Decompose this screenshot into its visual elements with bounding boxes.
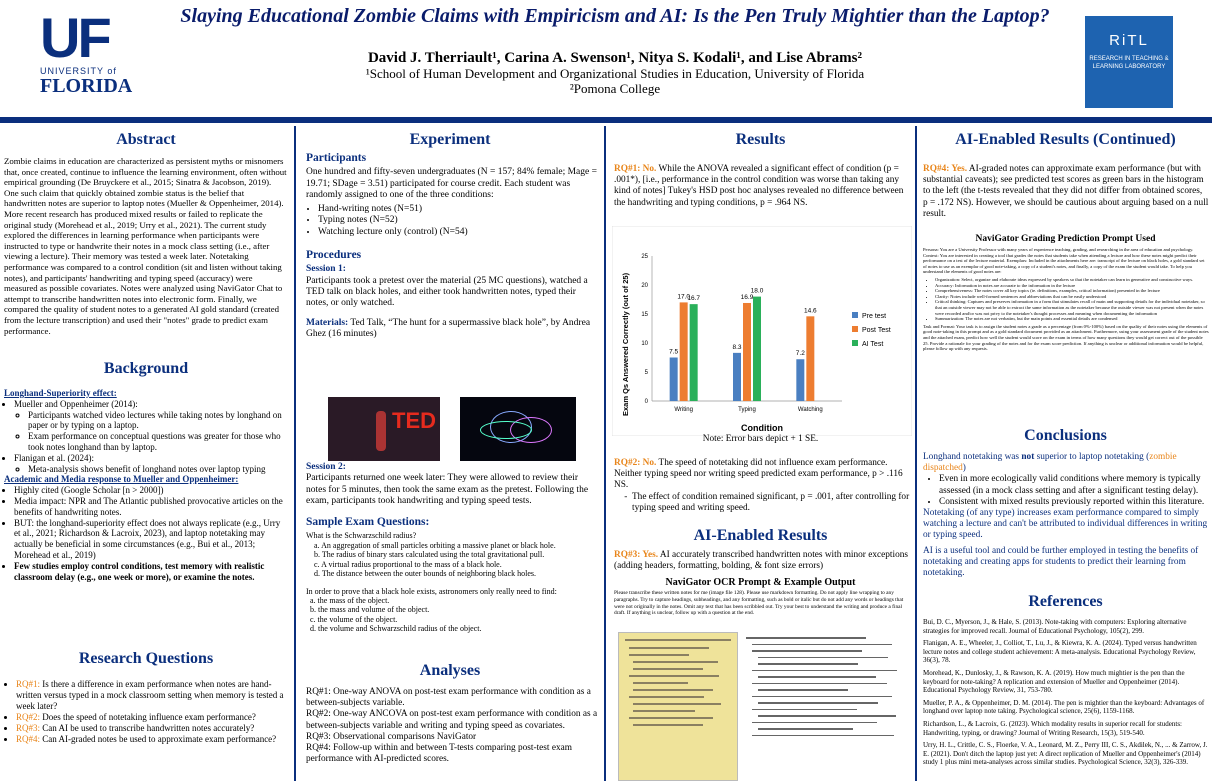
reference-item: Richardson, L., & Lacroix, G. (2023). Which modality results in superior recall for students: Handwriting, typing, or drawing? Journal of Writing Research, 15(3), 519-540. [923,719,1183,737]
list-item: • Critical thinking: Captures and preserves information in a form that stimulates recall of main and supporting details for the individual notetaker, so that an outside viewer may not be able to extract the same information as the notetaker because the outside viewer was not present when the notes were recorded and/or was not privy to the notetaker's thought processes and meaning when documenting the information [935,299,1209,316]
list-item: • Hand-writing notes (N=51) [318,204,600,215]
affiliation-2: ²Pomona College [569,81,661,96]
list-item: ◦ Exam performance on conceptual questions was greater for those who took notes longhand than by laptop. [28,431,288,453]
background-body [4,388,288,582]
ocr-heading: NaviGator OCR Prompt & Example Output [665,577,856,588]
x-axis-label: Condition [741,423,783,433]
data-label: 8.3 [732,343,742,351]
list-item: • Mueller and Oppenheimer (2014): ◦ Participants watched video lectures while taking notes by longhand on paper or by typing on a laptop. ◦ Exam performance on conceptual questions was greater for those who took notes longhand than by laptop. [14,399,288,453]
materials-text: Ted Talk, “The hunt for a supermassive black hole”, by Andrea Ghez (16 minutes) [306,317,591,339]
rq4-result [923,164,1209,220]
y-tick-label: 0 [644,399,648,405]
grading-prompt-text: Persona: You are a University Professor with many years of experience teaching, grading, and researching in the area of education and psychology. Context: You are interested in creating a tool that grades the notes that students take when attending a lecture and how these notes might predict their performance on a test of the lecture material. Exemplars: Included in the attachments here are: transcript of the lecture on black holes, a gold standard set of notes to use as an exemplar of good note-taking, a copy of a student's notes, and finally, a copy of the exam the student would take. To help you understand the elements of good notes are: • Organization: Select, organize and elaborate ideas expressed by speakers so that the notetaker can learn in generative and constructive ways. • Accuracy: Information in notes are accurate to the information in the lecture • Comprehensiveness: The notes cover all key topics (ie. definitions, examples, critical information) presented in the lecture • Clarity: Notes include well-formed sentences and abbreviations that can be easily understood • Critical thinking: Captures and preserves information in a form that stimulates recall of main and supporting details for the individual notetaker, so that an outside viewer may not be able to extract the same information as the notetaker because the outside viewer was not present when the notes were recorded and/or was not privy to the notetaker's thought processes and meaning when documenting the information • Summarization: The notes are not verbatim, but the main points and essential details are condensed Task and Format: Your task is to assign the student notes a grade as a percentage (from 0%-100%) based on the quality of their notes using the elements of good note-taking in this prompt and as a gold standard document provided as an attachment. Furthermore, using your assessment grade of the student notes and the attached exam, predict how well the student would score on the exam in terms of how many questions they would get correct out of the possible 25. Provide a rationale for your grading of the notes and for the exam score prediction. If anything is unclear or additional information would be helpful, please follow up with any requests. [923,247,1209,352]
answer-option: c. the volume of the object. [310,614,398,624]
exam-performance-bar-chart [612,226,912,436]
poster-title: Slaying Educational Zombie Claims with Empiricism and AI: Is the Pen Truly Mightier than the Laptop? [180,5,1050,27]
ted-talk-photo [328,397,440,461]
list-item: • RQ#4: Can AI-graded notes be used to approximate exam performance? [16,734,288,745]
authors: David J. Therriault¹, Carina A. Swenson¹, Nitya S. Kodali¹, and Lise Abrams² [367,50,863,66]
answer-option: a. the mass of the object. [310,595,390,605]
experiment-heading: Experiment [409,131,491,148]
legend-swatch [852,326,858,332]
reference-item: Bui, D. C., Myerson, J., & Hale, S. (2013). Note-taking with computers: Exploring alternative strategies for improved recall. Journal of Educational Psychology, 105(2), 299. [923,618,1187,635]
list-item: • Flanigan et al. (2024): ◦ Meta-analysis shows benefit of longhand notes over laptop typing [14,453,288,475]
column-4 [919,126,1212,781]
experiment-body [306,153,600,340]
abstract-heading: Abstract [116,131,176,148]
research-questions-heading: Research Questions [78,650,214,667]
analysis-item: RQ#2: One-way ANCOVA on post-test exam performance with condition as a between-subjects variable and writing and typing speed as covariates. [306,709,598,731]
list-item: - The effect of condition remained significant, p = .001, after controlling for typing speed and writing speed. [632,492,910,514]
ocr-output-text [746,634,906,774]
ai-results-continued-heading: AI-Enabled Results (Continued) [955,131,1176,148]
answer-option: a. An aggregation of small particles orbiting a massive planet or black hole. [314,540,556,550]
sample-questions [306,531,600,633]
list-item: • Organization: Select, organize and elaborate ideas expressed by speakers so that the notetaker can learn in generative and constructive ways. [935,277,1209,283]
answer-option: c. A virtual radius proportional to the mass of a black hole. [314,559,502,569]
legend-swatch [852,312,858,318]
x-tick-label: Writing [674,407,693,413]
rq1-text: While the ANOVA revealed a significant effect of condition (p = .001*), [i.e., performance in the control condition was worse than taking any kind of notes] Tukey's HSD post hoc analyses revealed no difference between the handwriting and typing conditions, p = .964 NS. [614,164,904,208]
list-item: • Accuracy: Information in notes are accurate to the information in the lecture [935,283,1209,289]
poster-header [0,0,1212,118]
rq3-text: AI accurately transcribed handwritten notes with minor exceptions (adding headers, formatting, bolding, & font size errors) [614,550,908,572]
uf-logo-university: UNIVERSITY of [40,66,117,76]
background-heading: Background [103,360,189,377]
session-2-label: Session 2: [306,462,346,472]
ted-logo: TED [392,408,436,433]
bar-post-test [806,316,814,401]
uf-logo-florida: FLORIDA [40,75,133,97]
legend-entry: AI Test [862,341,884,348]
session-1-label: Session 1: [306,264,346,275]
list-item: • Highly cited (Google Scholar [n > 2000]) [14,485,288,496]
conclusion-3: AI is a useful tool and could be further employed in testing the benefits of notetaking and creating apps for students to predict their learning from notetaking. [923,545,1199,579]
list-item: • Media impact: NPR and The Atlantic published provocative articles on the benefits of handwriting notes. [14,496,288,518]
ocr-prompt-text: Please transcribe these written notes for me (image file 128). Please use markdown formatting. Do not apply line wrapping to any paragraphs. Try to capture headings, subheadings, and any formatting, such as bold or italic but do not add any words or headings that were not originally in the notes. Omit any text that has been scribbled out. Try your best to understand the writing and produce a final draft. If anything is unclear, follow up with a question at the end. [614,590,904,617]
header-divider [0,117,1212,123]
procedures-heading: Procedures [306,249,362,262]
list-item: • Watching lecture only (control) (N=54) [318,227,600,238]
column-divider [915,126,917,781]
reference-item: Urry, H. L., Crittle, C. S., Floerke, V. A., Leonard, M. Z., Perry III, C. S., Akdilek, N., ... & Zarrow, J. E. (2021). Don't ditch the laptop just yet: A direct replication of Mueller and Oppenheimer's (2014) study 1 plus mini meta-analyses across similar studies. Psychological Science, 32(3), 326-339. [923,741,1208,767]
list-item: • Few studies employ control conditions, test memory with realistic classroom delay (e.g., one week or more), or examine the notes. [14,561,288,583]
reference-item: Morehead, K., Dunlosky, J., & Rawson, K. A. (2019). How much mightier is the pen than the keyboard for note-taking? A replication and extension of Mueller and Oppenheimer (2014). Educational Psychology Review, 31, 753-780. [923,668,1185,695]
references-heading: References [1028,593,1103,610]
session-2-block [306,462,600,634]
ritl-logo-subtitle: RESEARCH IN TEACHING & LEARNING LABORATORY [1089,56,1169,70]
rq3-tag: RQ#3: Yes. [614,550,659,560]
list-item: • RQ#3: Can AI be used to transcribe handwritten notes accurately? [16,723,288,734]
analyses-heading: Analyses [419,662,481,679]
reference-item: Mueller, P. A., & Oppenheimer, D. M. (2014). The pen is mightier than the keyboard: Advantages of longhand over laptop note taking. Psychological science, 25(6), 1159-1168. [923,698,1205,716]
session-1-text: Participants took a pretest over the material (25 MC questions), watched a TED talk on black holes, and either took handwritten notes, typed their notes, or only watched. [306,275,588,309]
y-tick-label: 5 [644,370,648,376]
y-tick-label: 25 [641,254,648,260]
data-label: 18.0 [750,287,764,295]
list-item: • Clarity: Notes include well-formed sentences and abbreviations that can be easily understood [935,294,1209,300]
list-item: ◦ Participants watched video lectures while taking notes by longhand on paper or by typing on a laptop. [28,410,288,432]
list-item: • Comprehensiveness: The notes cover all key topics (ie. definitions, examples, critical information) presented in the lecture [935,288,1209,294]
reference-item: Flanigan, A. E., Wheeler, J., Colliot, T., Lu, J., & Kiewra, K. A. (2024). Typed versus handwritten lecture notes and college student achievement: A meta-analysis. Educational Psychology Review, 36(3), 78. [923,639,1197,665]
uf-logo [40,6,133,102]
legend-entry: Pre test [862,313,887,320]
data-label: 7.2 [795,350,805,358]
y-axis-label: Exam Qs Answered Correctly (out of 25) [621,272,630,416]
column-divider [294,126,296,781]
conclusions-heading: Conclusions [1024,427,1107,444]
list-item: ◦ Meta-analysis shows benefit of longhand notes over laptop typing [28,464,288,475]
rq2-result [614,458,910,514]
bar-ai-test [753,297,761,401]
answer-option: d. The distance between the outer bounds of neighboring black holes. [314,569,537,579]
x-tick-label: Watching [797,407,823,413]
ritl-logo [1085,16,1173,108]
background-subheading-2: Academic and Media response to Mueller and Oppenheimer: [4,474,239,485]
y-tick-label: 20 [641,283,648,289]
rq2-tag: RQ#2: No. [614,458,657,468]
rq3-result [614,550,910,572]
ritl-logo-name: RiTL [1109,32,1149,49]
rq1-result [614,164,910,209]
bar-pre-test [733,353,741,401]
participants-heading: Participants [306,152,367,164]
answer-option: b. The radius of binary stars calculated using the total gravitational pull. [314,550,545,560]
rq4-text: AI-graded notes can approximate exam performance (but with substantial caveats); see predicted test scores as green bars in the histogram to the left (the t-tests revealed that they did not differ from obtained scores, p = .172 NS). However, we should be cautious about arguing based on a null result. [923,164,1209,219]
question-1: What is the Schwarzschild radius? [306,531,417,541]
orbit-ring [480,421,532,439]
bar-pre-test [796,359,804,401]
conclusion-2: Notetaking (of any type) increases exam performance compared to simply watching a lecture and can't be attributed to individual differences in writing or typing speed. [923,508,1208,541]
session-2-text: Participants returned one week later: They were allowed to review their notes for 5 minutes, then took the same exam as the pretest. Following the exam, participants took handwriting and typing speed tests. [306,473,589,506]
affiliation-1: ¹School of Human Development and Organizational Studies in Education, University of Florida [365,66,865,81]
analysis-item: RQ#3: Observational comparisons NaviGator [306,731,477,742]
x-tick-label: Typing [738,407,756,413]
column-3 [608,126,913,781]
research-questions-list [4,679,288,745]
list-item: • Consistent with mixed results previously reported within this literature. [939,497,1209,508]
list-item: • RQ#1: Is there a difference in exam performance when notes are hand-written versus typed in a mock classroom setting when memory is tested a week later? [16,679,288,712]
materials-label: Materials: [306,317,349,328]
rq1-tag: RQ#1: No. [614,164,657,174]
list-item: • Typing notes (N=52) [318,215,600,226]
analysis-item: RQ#4: Follow-up within and between T-tests comparing post-test exam performance with AI-predicted scores. [306,743,572,765]
list-item: • Summarization: The notes are not verbatim, but the main points and essential details are condensed [935,316,1209,322]
answer-option: d. the volume and Schwarzschild radius of the object. [310,624,482,634]
black-hole-image [460,397,576,461]
data-label: 17.0 [677,293,690,301]
sample-exam-heading: Sample Exam Questions: [306,516,430,529]
data-label: 16.9 [740,293,754,301]
data-label: 16.7 [687,295,700,303]
references-list [923,618,1209,771]
bar-pre-test [670,358,678,402]
column-1 [0,126,292,781]
participants-text: One hundred and fifty-seven undergraduates (N = 157; 84% female; Mage = 19.71; SDage = 3.51) participated for course credit. Each student was randomly assigned to one of the three conditions: [306,167,597,200]
uf-logo-letters: UF [40,6,109,69]
ai-results-heading: AI-Enabled Results [693,527,828,544]
list-item: • Even in more ecologically valid conditions where memory is typically assessed (in a mock class setting and after a significant testing delay). [939,474,1209,496]
list-item: • BUT: the longhand-superiority effect does not always replicate (e.g., Urry et al., 2021; Richardson & Lacroix, 2023), and laptop notetaking may actually be beneficial in some circumstances (e.g., Bui et al., 2013; Morehead et al., 2019) [14,518,288,561]
bar-post-test [680,302,688,401]
background-subheading-1: Longhand-Superiority effect: [4,388,117,398]
data-label: 7.5 [669,348,679,356]
column-2 [298,126,602,781]
bar-post-test [743,303,751,401]
data-label: 14.6 [804,307,817,315]
chart-note: Note: Error bars depict + 1 SE. [702,434,819,444]
handwritten-notes-image [618,632,738,781]
results-heading: Results [735,131,786,148]
grading-prompt-heading: NaviGator Grading Prediction Prompt Used [975,234,1156,244]
list-item: • RQ#2: Does the speed of notetaking influence exam performance? [16,712,288,723]
analysis-item: RQ#1: One-way ANOVA on post-test exam performance with condition as a between-subjects variable. [306,687,591,709]
column-divider [604,126,606,781]
question-2: In order to prove that a black hole exists, astronomers only really need to find: [306,586,557,596]
conclusions-body: Longhand notetaking was not superior to laptop notetaking (zombie dispatched) • Even in more ecologically valid conditions where memory is typically assessed (in a mock class setting and after a significant testing delay). • Consistent with mixed results previously reported within this literature. Notetaking (of any type) increases exam performance compared to simply watching a lecture and can't be attributed to individual differences in writing or typing speed. AI is a useful tool and could be further employed in testing the benefits of notetaking and creating apps for students to predict their learning from notetaking. [923,452,1209,579]
speaker-figure [376,411,386,451]
affiliations [170,66,1060,96]
rq2-text: The speed of notetaking did not influence exam performance. Neither typing speed nor writing speed predicted exam performance, p > .116 NS. [614,458,903,491]
bar-ai-test [690,304,698,401]
legend-entry: Post Test [862,327,891,334]
rq4-tag: RQ#4: Yes. [923,164,968,174]
legend-swatch [852,340,858,346]
answer-option: b. the mass and volume of the object. [310,605,430,615]
abstract-text: Zombie claims in education are characterized as persistent myths or misnomers that, once created, continue to influence the learning environment, often without empirical grounding (De Bruyckere et al., 2015; Sinatra & Jacobson, 2019). One such claim that quickly obtained zombie status is the belief that handwritten notes are superior to laptop notes (Mueller & Oppenheimer, 2014). More recent research has produced mixed results or failed to replicate the original study (Morehead et al., 2019; Urry et al., 2021). The current study explored the differences in learning performance when participants were instructed to type or handwrite their notes in a mock class setting (i.e., after viewing a lecture). Their memory was tested a week later. Notetaking performance was compared to a control condition (sit and listen without taking notes), and participants' handwriting and typing speed (accuracy) were measured as possible covariates. Notes were analyzed using NaviGator Chat to attempt to transcribe handwritten notes into electronic form. Finally, we compared the quality of student notes to a generated AI gold standard (created from the lecture transcription) and used their "notes" grade to predict exam performance. [4,156,287,336]
y-tick-label: 15 [641,312,648,318]
y-tick-label: 10 [641,341,648,347]
analyses-list [306,687,598,765]
